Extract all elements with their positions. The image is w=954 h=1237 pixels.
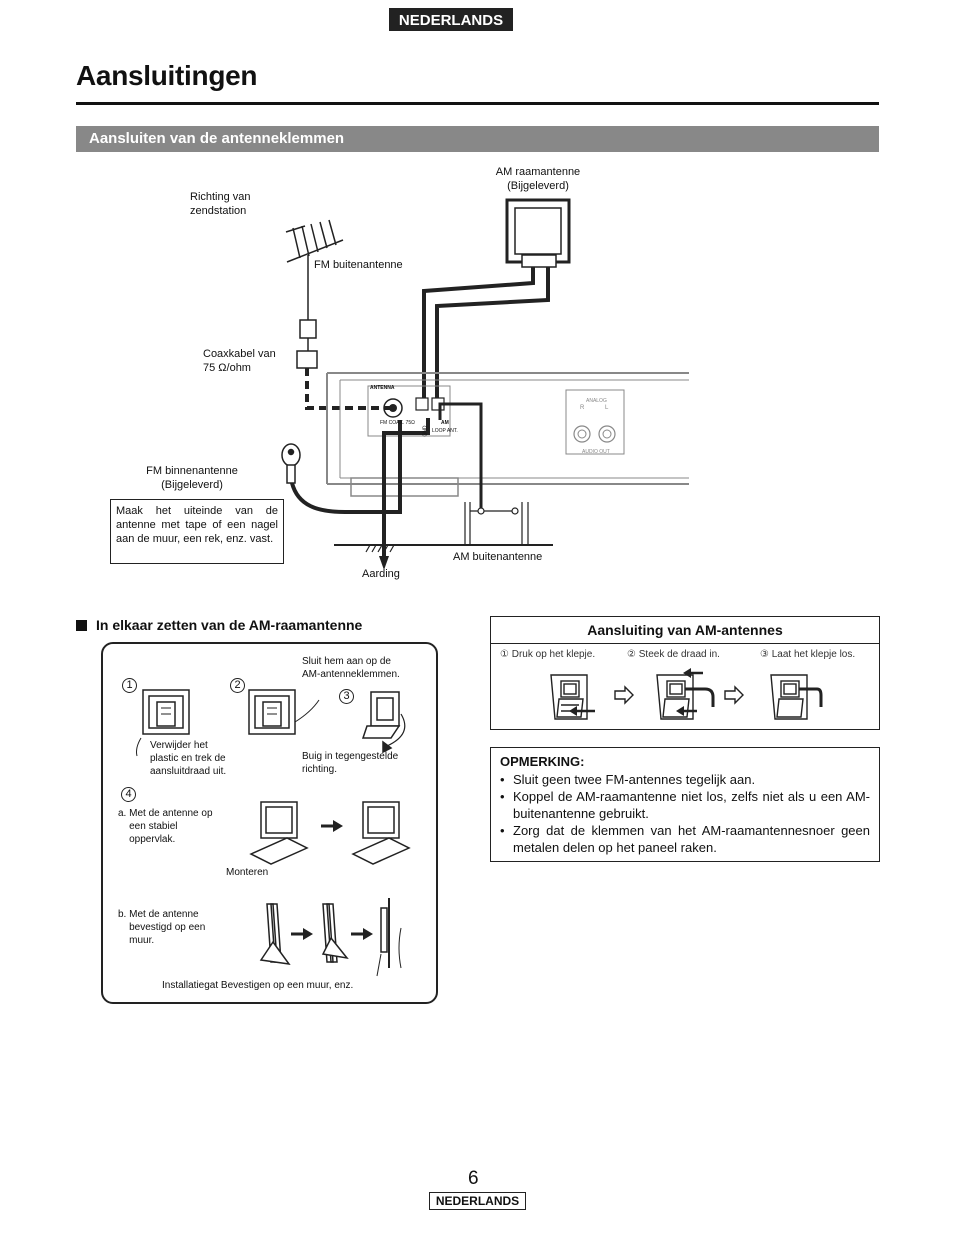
note-list [500, 771, 870, 856]
page-title: Aansluitingen [76, 60, 258, 91]
direction-label: Richting van zendstation [190, 191, 251, 217]
note-item: • Zorg dat de klemmen van het AM-raamantennesnoer geen metalen delen op het paneel raken. [500, 822, 870, 856]
note-item: • Koppel de AM-raamantenne niet los, zelfs niet als u een AM-buitenantenne gebruikt. [500, 788, 870, 822]
panel-audio-out-label: AUDIO OUT [582, 449, 610, 455]
audio-out-l-jack [599, 426, 615, 442]
page-number: 6 [468, 1168, 479, 1189]
panel-gnd-label: GND [422, 425, 429, 437]
am-connection-heading: Aansluiting van AM-antennes [491, 617, 879, 644]
note-item: • Sluit geen twee FM-antennes tegelijk aan. [500, 771, 870, 788]
am-outdoor-antenna-drawing [465, 502, 528, 545]
am-loop-cable-1 [424, 267, 533, 398]
panel-analog-label: ANALOG [586, 398, 607, 404]
am-loop-label: AM raamantenne (Bijgeleverd) [495, 166, 581, 192]
panel-fm-label: FM COAX. 75Ω [380, 420, 415, 426]
coax-adapter [297, 351, 317, 368]
note-box [490, 747, 880, 862]
panel-l-label: L [605, 405, 609, 411]
am-connection-box [490, 616, 880, 730]
install-label: Installatiegat Bevestigen op een muur, enz. [162, 980, 354, 991]
panel-loop-label: LOOP ANT. [432, 428, 458, 434]
coax-plug [300, 320, 316, 338]
step-number-2: 2 [230, 678, 245, 693]
ground-label: Aarding [362, 568, 400, 580]
step3-text: ③ Laat het klepje los. [760, 649, 856, 660]
section-title: Aansluiten van de antenneklemmen [89, 130, 345, 147]
fm-indoor-label: FM binnenantenne (Bijgeleverd) [146, 465, 238, 491]
step2-illustration [249, 690, 319, 734]
panel-am-label: AM [441, 420, 449, 426]
note-heading: OPMERKING: [500, 754, 585, 769]
bullet-square [76, 620, 87, 631]
ground-wire [384, 418, 428, 556]
step4b-illustration [261, 898, 401, 976]
language-tab: NEDERLANDS [389, 8, 513, 31]
stand-label: a. Met de antenne op een stabiel oppervlak. [118, 808, 213, 845]
step-number-4: 4 [121, 787, 136, 802]
step2-text: ② Steek de draad in. [627, 649, 720, 660]
am-outdoor-label: AM buitenantenne [453, 551, 543, 563]
device-rear-panel [327, 373, 689, 496]
connect-label: Sluit hem aan op de AM-antenneklemmen. [302, 656, 400, 680]
am-connection-steps-illustration [491, 665, 879, 727]
am-loop-antenna-drawing [507, 200, 569, 267]
am-terminal-1 [416, 398, 428, 410]
panel-antenna-label: ANTENNA [370, 385, 395, 391]
mount-label: Monteren [226, 867, 269, 878]
audio-out-r-jack [574, 426, 590, 442]
wall-label: b. Met de antenne bevestigd op een muur. [118, 909, 206, 946]
bend-label: Buig in tegengestelde richting. [302, 751, 399, 775]
coax-label: Coaxkabel van 75 Ω/ohm [203, 348, 276, 374]
tape-note: Maak het uiteinde van de antenne met tape of een nagel aan de muur, een rek, enz. vast. [110, 499, 284, 564]
fm-outdoor-label: FM buitenantenne [314, 259, 403, 271]
step-number-3: 3 [339, 689, 354, 704]
step1-text: ① Druk op het klepje. [500, 649, 596, 660]
fm-indoor-antenna-drawing [282, 444, 300, 483]
step-number-1: 1 [122, 678, 137, 693]
footer-language: NEDERLANDS [429, 1192, 526, 1210]
remove-plastic-label: Verwijder het plastic en trek de aansluitdraad uit. [150, 740, 227, 777]
am-assembly-heading: In elkaar zetten van de AM-raamantenne [76, 617, 362, 633]
step4a-illustration [251, 802, 409, 864]
panel-r-label: R [580, 405, 585, 411]
step3-illustration [363, 692, 405, 752]
